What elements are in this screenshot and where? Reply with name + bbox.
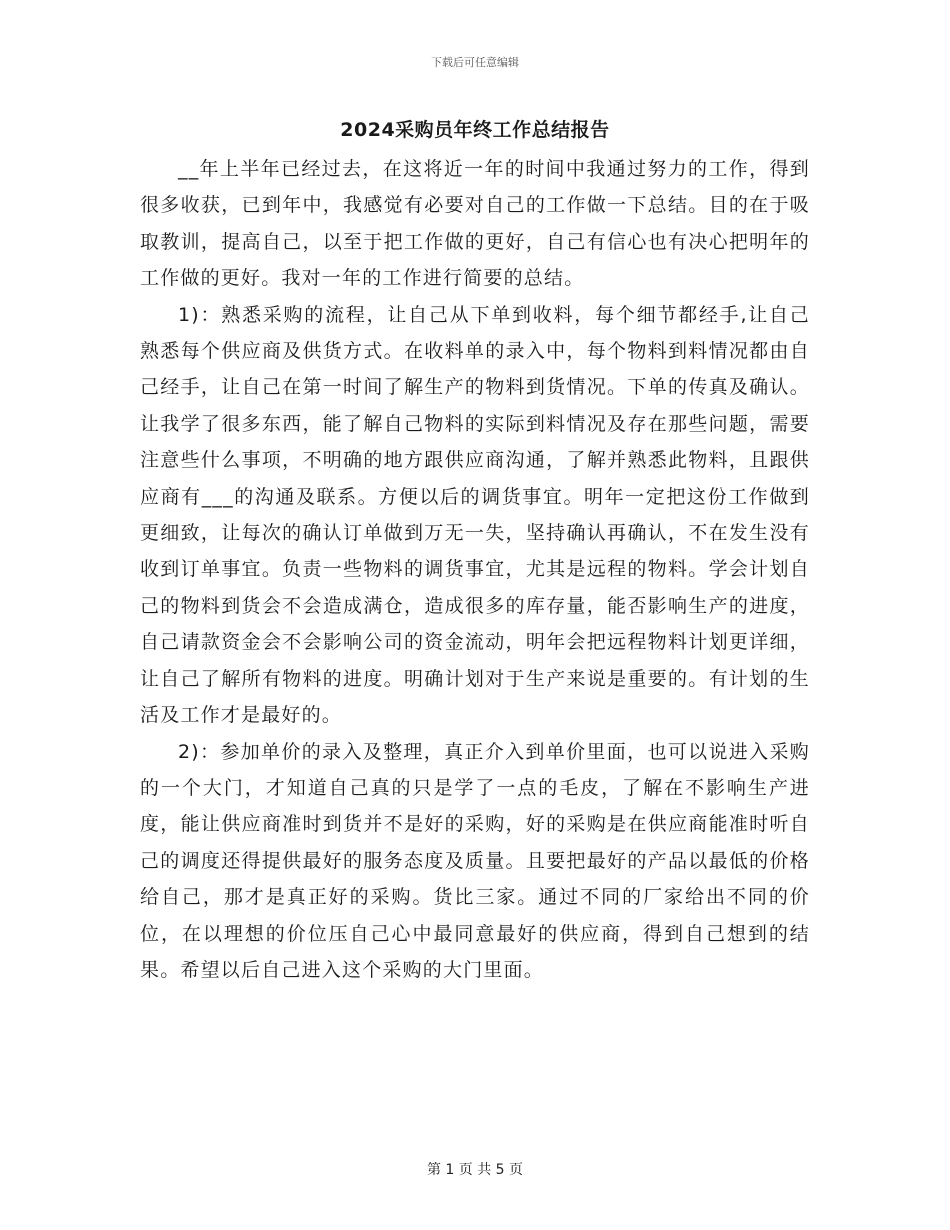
document-title: 2024采购员年终工作总结报告 (340, 119, 610, 141)
paragraph-point-1: 1)：熟悉采购的流程，让自己从下单到收料，每个细节都经手,让自己熟悉每个供应商及供货方式。在收料单的录入中，每个物料到料情况都由自己经手，让自己在第一时间了解生产的物料到货情况。下单的传真及确认。让我学了很多东西，能了解自己物料的实际到料情况及存在那些问题，需要注意些什么事项，不明确的地方跟供应商沟通，了解并熟悉此物料，且跟供应商有___的沟通及联系。方便以后的调货事宜。明年一定把这份工作做到更细致，让每次的确认订单做到万无一失，坚持确认再确认，不在发生没有收到订单事宜。负责一些物料的调货事宜，尤其是远程的物料。学会计划自己的物料到货会不会造成满仓，造成很多的库存量，能否影响生产的进度，自己请款资金会不会影响公司的资金流动，明年会把远程物料计划更详细，让自己了解所有物料的进度。明确计划对于生产来说是重要的。有计划的生活及工作才是最好的。 (140, 303, 810, 727)
page-number-footer: 第 1 页 共 5 页 (426, 1162, 524, 1178)
paragraph-intro: __年上半年已经过去，在这将近一年的时间中我通过努力的工作，得到很多收获，已到年中，我感觉有必要对自己的工作做一下总结。目的在于吸取教训，提高自己，以至于把工作做的更好，自己有信心也有决心把明年的工作做的更好。我对一年的工作进行简要的总结。 (140, 158, 810, 290)
paragraph-point-2: 2)：参加单价的录入及整理，真正介入到单价里面，也可以说进入采购的一个大门，才知道自己真的只是学了一点的毛皮，了解在不影响生产进度，能让供应商准时到货并不是好的采购，好的采购是在供应商能准时听自己的调度还得提供最好的服务态度及质量。且要把最好的产品以最低的价格给自己，那才是真正好的采购。货比三家。通过不同的厂家给出不同的价位，在以理想的价位压自己心中最同意最好的供应商，得到自己想到的结果。希望以后自己进入这个采购的大门里面。 (140, 740, 810, 981)
document-body (140, 151, 810, 988)
page-header-note: 下载后可任意编辑 (431, 56, 519, 69)
